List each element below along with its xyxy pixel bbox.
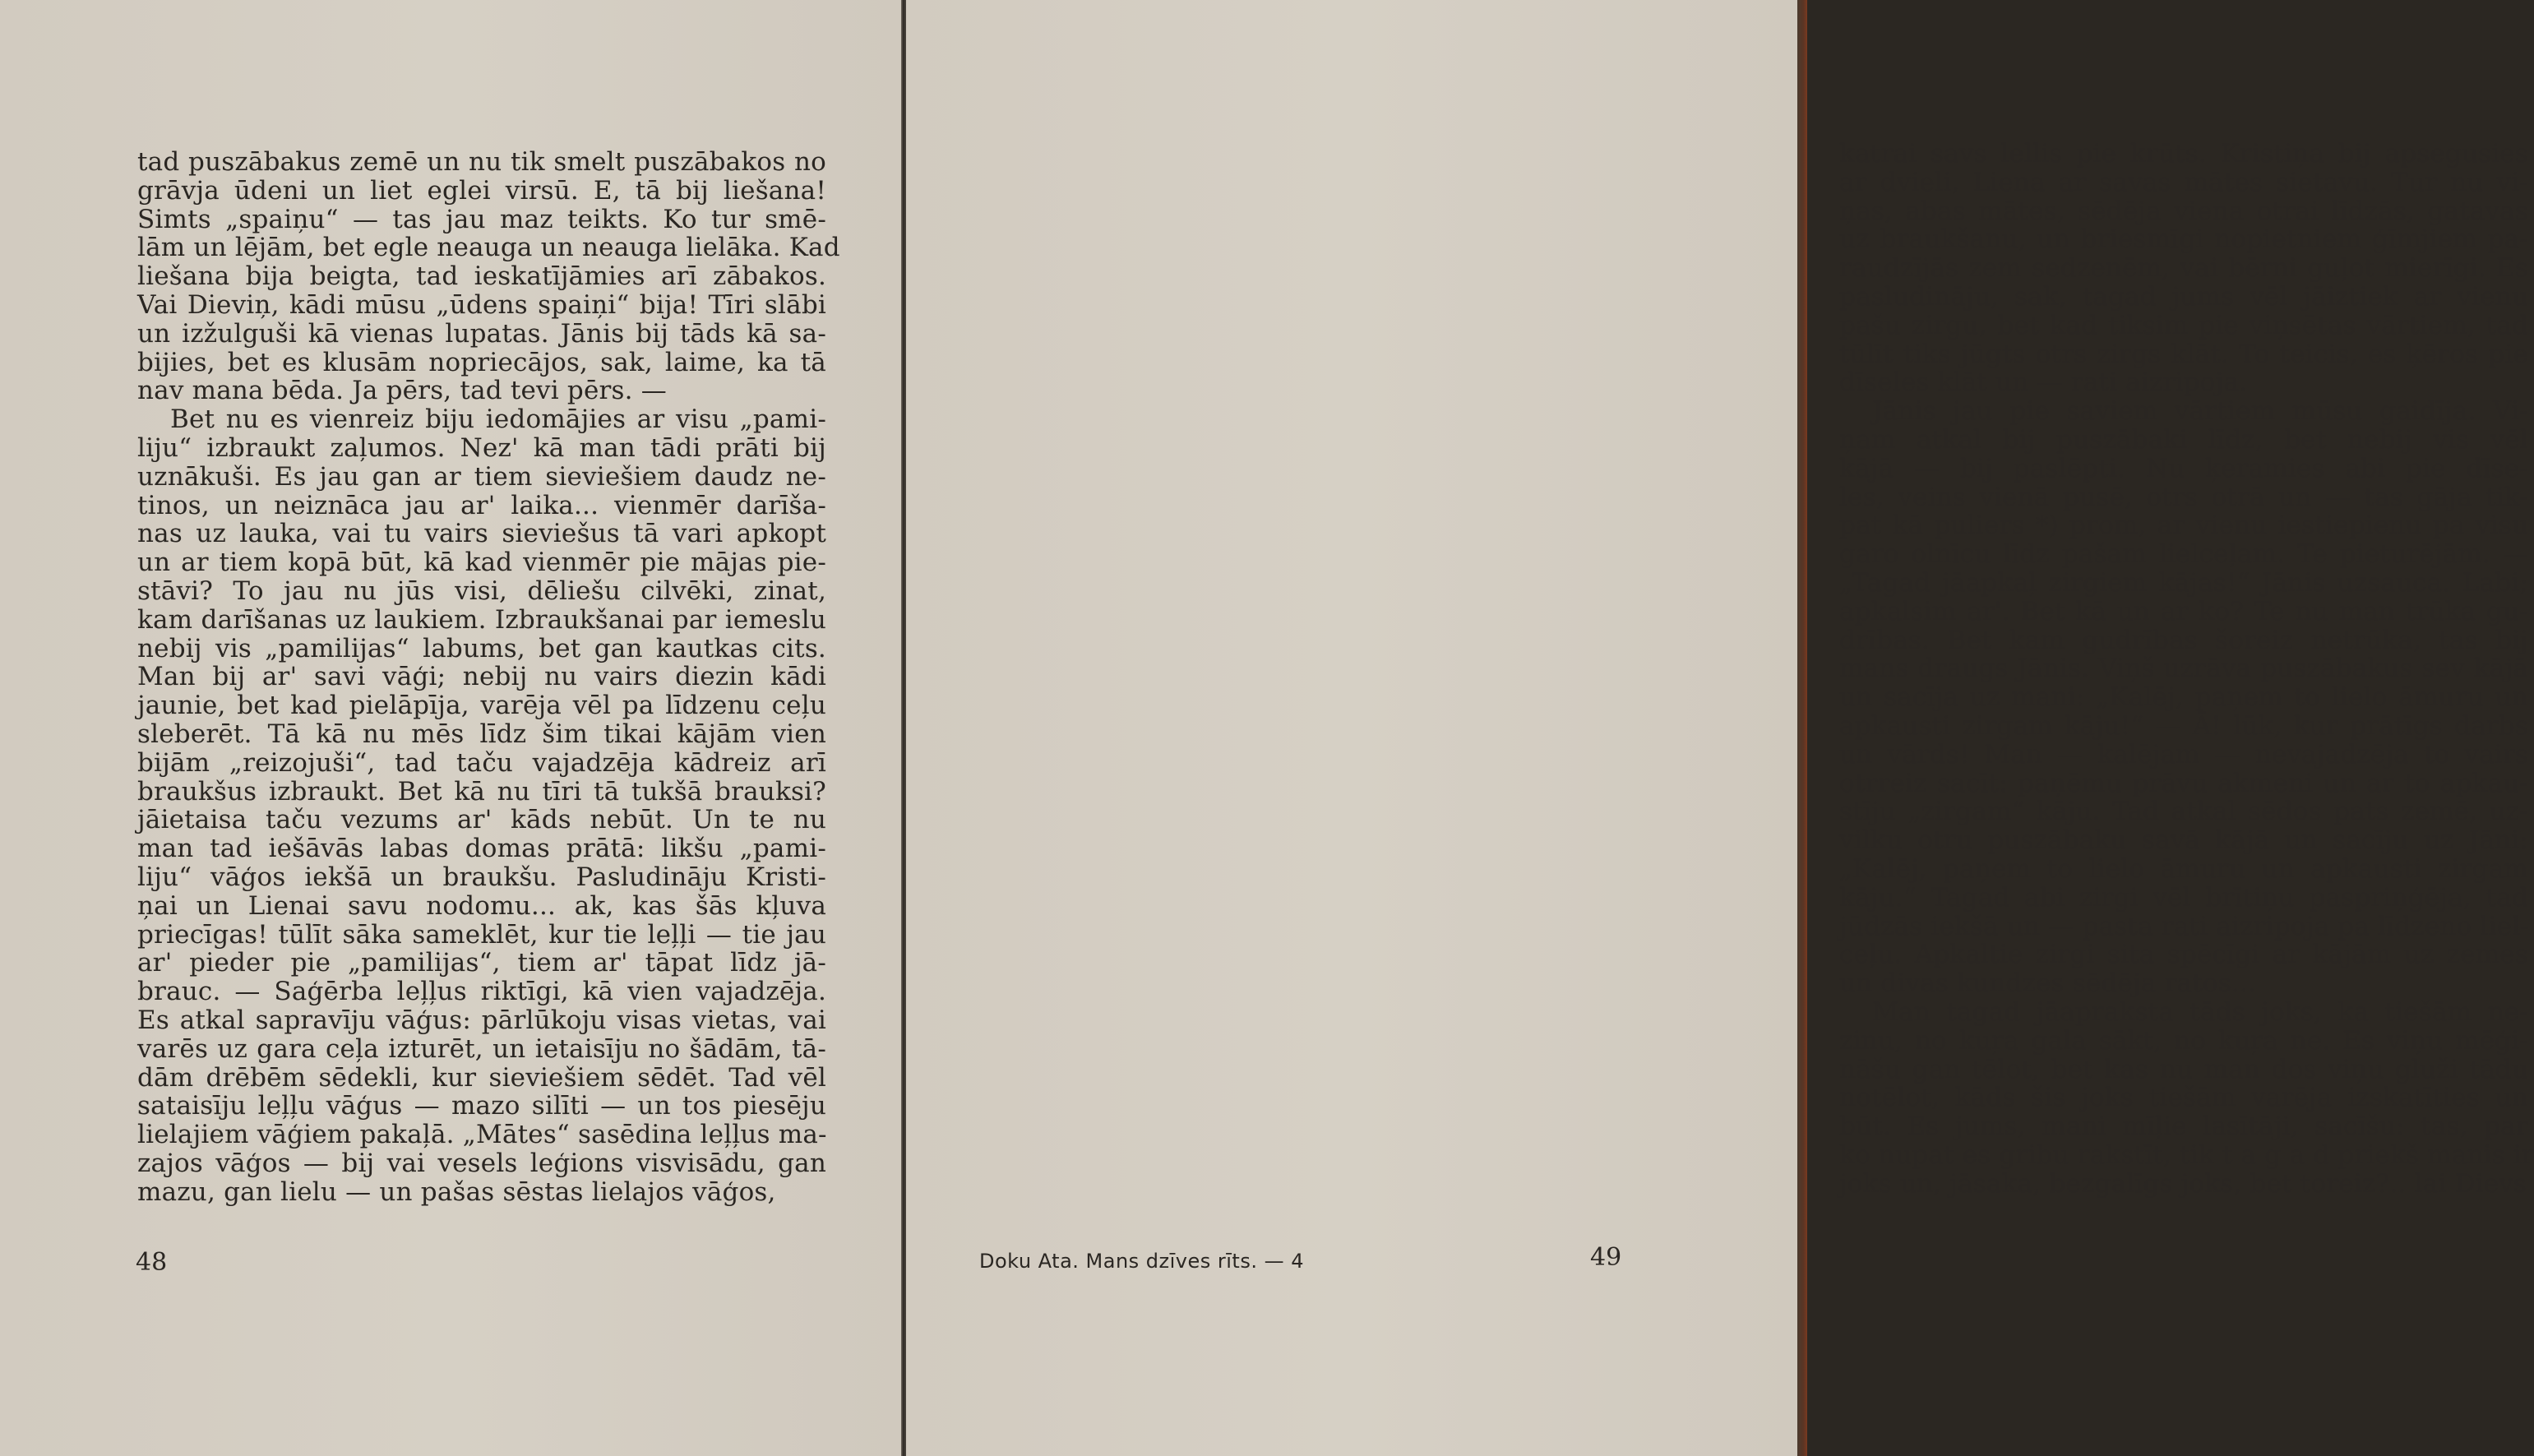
text-line: notēlot, kāds šis joks tiešām varēja izskatīties un	[1839, 1083, 2528, 1113]
text-line: raudzījās zem sedzenēm, vai bērni guļot mierīgi. Es	[1839, 253, 2528, 284]
text-line: mazu, gan lielu — un pašas sēstas lielajos vāģos,	[137, 1176, 776, 1207]
text-line: jūdzās iekšā un — pasta rati aizripoja pa līdzeno liel-	[1839, 911, 2529, 941]
text-line: tad puszābakus zemē un nu tik smelt puszābakos no	[137, 147, 826, 177]
text-line: ceļu. Apkaltie zirgi sita spēcīgi ar kājām uz zemes	[1839, 940, 2528, 970]
text-line: tinos, un neiznāca jau ar' laika... vienmēr darīša-	[137, 490, 826, 520]
text-line: pat kā puliers *) prom, ar vienu iestiepienu pa visu	[1839, 511, 2528, 541]
text-line: kam darīšanas uz laukiem. Izbraukšanai par iemeslu	[137, 604, 826, 635]
right-page-text	[1839, 139, 2534, 1199]
text-line: jāietaisa taču vezums ar' kāds nebūt. Un te nu	[137, 805, 826, 835]
left-page	[0, 0, 901, 1456]
text-line: nebij vis „pamilijas“ labums, bet gan kautkas cits.	[137, 633, 826, 663]
text-line: „Kalēj, paņem to lielo āmuru un apkausti zirgam	[1839, 853, 2528, 884]
text-line: un izžulguši kā vienas lupatas. Jānis bij tāds kā sa-	[137, 318, 826, 349]
text-line: bijām „reizojuši“, tad taču vajadzēja kādreiz arī	[137, 747, 826, 778]
text-line: Jānis jau pie saviem vārtiem mūsu gaidīja. Vi-	[1872, 396, 2528, 427]
text-line: un vārds! Man — kalējam — nevajadzēja to vairs	[1839, 739, 2528, 770]
text-line: joks un, jāsaka, bezgalīgs joks, bet toreiz?.. lai Dievs	[1839, 1168, 2527, 1199]
text-line: otrreiz sacīt: paņēmu prāvu akmeni un ar to apkau-	[1839, 768, 2528, 798]
text-line: katrai savs lellis pie krūts. Kristiņa bij apsegusies	[1839, 139, 2528, 169]
left-page-number: 48	[136, 1248, 168, 1277]
text-line: „Tagad jāapkaļ zirgiem kājas!“ Jānis uzsauca. Labi;	[1839, 567, 2528, 598]
text-line: vilku otru puszābaku savā kājā un sacīju uz Jāni:	[1839, 825, 2528, 856]
text-line: tūlīt tiks jūgts otrs zirgs klāt. To teicis, es ķēros pie	[1839, 339, 2528, 369]
right-page	[906, 0, 2534, 1456]
text-line: grāvja ūdeni un liet eglei virsū. E, tā bij liešana!	[137, 175, 826, 206]
text-line: priecīgas! tūlīt sāka sameklēt, kur tie leļļi — tie jau	[137, 919, 826, 950]
text-line: apkausti zirgam kāju!“ — Ā! lūk, kur prātīgs darbs	[1839, 710, 2528, 741]
text-line: Simts „spaiņu“ — tas jau maz teikts. Ko tur smē-	[137, 204, 826, 234]
footer-signature: Doku Ata. Mans dzīves rīts. — 4	[979, 1250, 1304, 1273]
text-line: Vai Dieviņ, kādi mūsu „ūdens spaiņi“ bija! Tīri slābi	[137, 289, 826, 320]
text-line: drības. Bet kam gudrības šoreiz netrūka, tas bij	[1839, 625, 2528, 655]
right-page-number: 49	[1590, 1243, 1622, 1272]
text-line: kājā — bij paslēpti. Nu ķeramies abi pie dīse-	[1839, 453, 2528, 483]
text-line: Man tagad jāapraksta tāds joks, ka tiešām ne-	[1872, 996, 2528, 1027]
text-line: pašu zirgu, bet kad tiksim pie viņsētas vārtiem, tad	[1839, 310, 2528, 340]
text-line: apkalsim ar'. Bet kā un ar ko? Te nu man trūka gu-	[1839, 596, 2528, 626]
text-line: sataisīju leļļu vāģus — mazo silīti — un tos piesēju	[137, 1091, 826, 1121]
text-line: lām un lējām, bet egle neauga un neauga lielāka. Kad	[137, 233, 840, 263]
text-line: brauc. — Saģērba leļļus riktīgi, kā vien vajadzēja.	[137, 977, 826, 1007]
text-line: garo olnīcu līdz pašam lielceļam. Te pieturējām. —	[1839, 539, 2528, 570]
text-line: ņas, abas mātes, sēdēja viena otrai līdzās, gatavas	[1839, 196, 2528, 226]
text-line: Man bij ar' savi vāģi; nebij nu vairs diezin kādi	[137, 662, 826, 692]
text-line: stīju „zirgam“ kāju. Tad atkal sēdos pats zemē, uz-	[1839, 797, 2528, 827]
text-line: ar' pieder pie „pamilijas“, tiem ar' tāpat līdz jā-	[137, 948, 826, 978]
text-line: pasludināju, sak, tagad jums vēl jāiztiek ar vienu	[1839, 281, 2528, 312]
text-line: un sacīja uz mani: „Kalēj, paņem to lielo āmuru un	[1839, 682, 2528, 713]
text-line: braukšus izbraukt. Bet kā nu tīri tā tukšā brauksi?	[137, 776, 826, 807]
text-line: stāvi? To jau nu jūs visi, dēliešu cilvēki, zinat,	[137, 575, 826, 606]
text-line: zinu, no kuŗa gala sākt, no kuŗa ne. Es viņu mēģi-	[1839, 1025, 2528, 1056]
text-line: les, veins vienā pusē, otrs otrā un — tas gāja tik-	[1839, 482, 2528, 512]
text-line: liju“ izbraukt zaļumos. Nez' kā man tādi prāti bij	[137, 432, 826, 463]
text-line: un divas kundzes sēdēja ratos...	[1839, 968, 2256, 999]
text-line: un ar tiem kopā būt, kā kad vienmēr pie mājas pie-	[137, 548, 826, 578]
text-line: ko nupat es gribu rakstīt, tik t a g a d priekš manis ir	[1839, 1139, 2534, 1170]
text-line: Bet nu es vienreiz biju iedomājies ar visu „pami-	[170, 404, 826, 435]
text-line: bijies, bet es klusām nopriecājos, sak, laime, ka tā	[137, 347, 826, 377]
text-line: uznākuši. Es jau gan ar tiem sieviešiem daudz ne-	[137, 461, 826, 492]
text-line: ar dvieli, Liena ar savas mātes sietavu. Tur nu vi-	[1839, 167, 2528, 197]
text-line: dīseles klāt un — rati aizripoja.	[1839, 367, 2248, 398]
text-line: ņam atkal bij puszābaki līdz, bet nebij vis vēl	[1839, 424, 2528, 455]
text-line: nāšu gan tēlot, bet kas nu man dos viņu gluži tādu	[1839, 1054, 2528, 1084]
text-line: kāju.“ Tagad abi zirgi vēl brītiņu paspriņģēja, tad	[1839, 882, 2528, 913]
text-line: liešana bija beigta, tad ieskatījāmies arī zābakos.	[137, 261, 826, 292]
text-line: zajos vāģos — bij vai vesels leģions visvisādu, gan	[137, 1148, 826, 1178]
text-line: uz braukšanu, un briesmīgi nopietniem ģīmjiem pa-	[1839, 224, 2528, 255]
text-line: jaunie, bet kad pielāpīja, varēja vēl pa līdzenu ceļu	[137, 691, 826, 721]
text-line: nav mana bēda. Ja pērs, tad tevi pērs. —	[137, 376, 667, 406]
text-line: varēs uz gara ceļa izturēt, un ietaisīju no šādām, tā-	[137, 1033, 826, 1064]
text-line: mans draugs Jānis. Viņš uzrāva puszābakus sev kājā	[1839, 654, 2528, 684]
book-edge-right	[1797, 0, 1807, 1456]
text-line: lielajiem vāģiem pakaļā. „Mātes“ sasēdina leļļus ma-	[137, 1120, 827, 1150]
text-line: ņai un Lienai savu nodomu... ak, kas šās kļuva	[137, 890, 826, 921]
text-line: sleberēt. Tā kā nu mēs līdz šim tikai kājām vien	[137, 719, 826, 749]
text-line: būt. Es jums, mani mīļie lasītāji, sacīšu: tas, par	[1839, 1112, 2528, 1142]
left-page-text	[137, 147, 840, 1207]
text-line: dām drēbēm sēdekli, kur sieviešiem sēdēt. Tad vēl	[137, 1062, 826, 1093]
text-line: man tad iešāvās labas domas prātā: likšu „pami-	[137, 834, 826, 864]
text-line: liju“ vāģos iekšā un braukšu. Pasludināju Kristi-	[137, 862, 826, 892]
text-line: nas uz lauka, vai tu vairs sieviešus tā vari apkopt	[137, 519, 826, 549]
text-line: Es atkal sapravīju vāģus: pārlūkoju visas vietas, vai	[137, 1005, 826, 1035]
